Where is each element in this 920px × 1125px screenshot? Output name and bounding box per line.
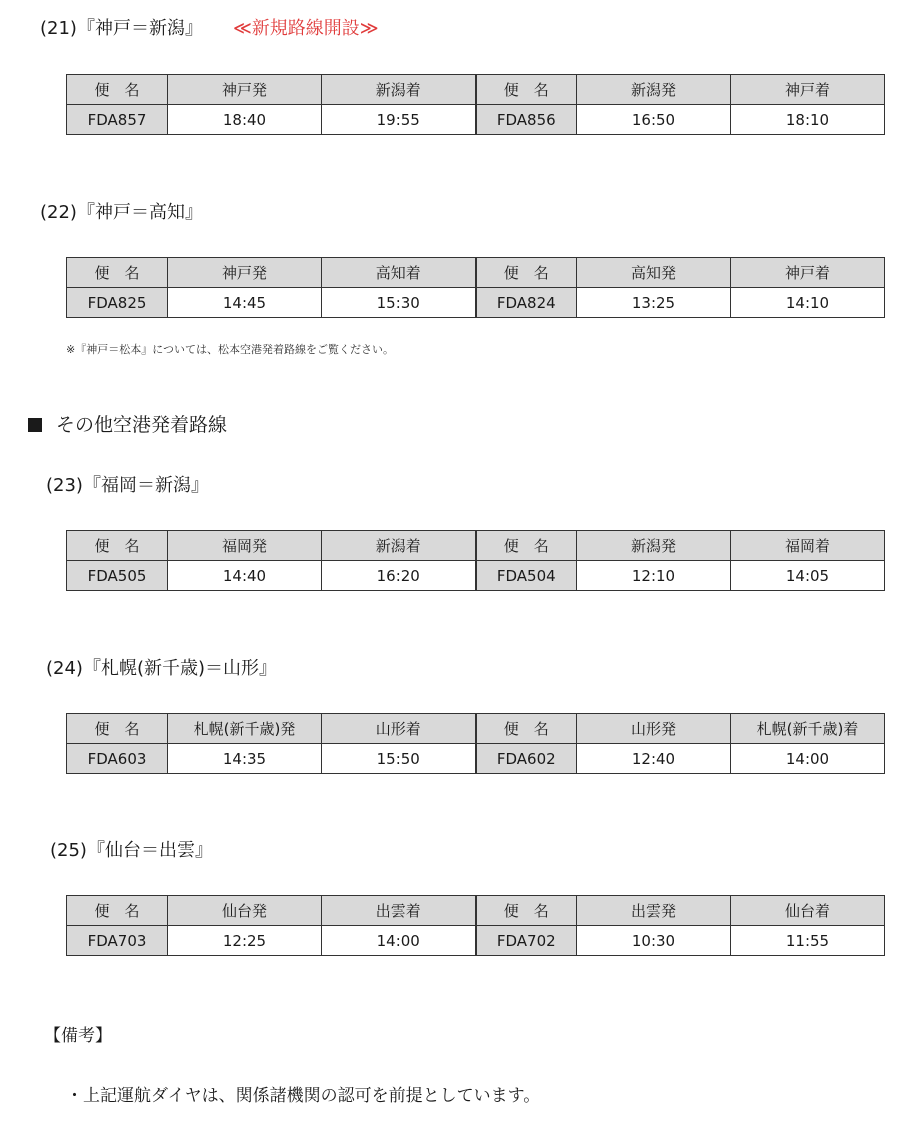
departure-time-return: 12:40 <box>577 744 731 774</box>
table-header-row <box>67 75 885 105</box>
arrival-time-return: 11:55 <box>731 926 885 956</box>
departure-time-return: 10:30 <box>577 926 731 956</box>
route-heading-21 <box>40 17 379 41</box>
table-header-row <box>67 896 885 926</box>
flight-number: FDA857 <box>67 105 168 135</box>
route-title: (24)『札幌(新千歳)＝山形』 <box>46 658 277 679</box>
departure-time: 14:35 <box>168 744 322 774</box>
route-heading-23 <box>46 474 209 498</box>
new-route-tag: ≪新規路線開設≫ <box>232 18 379 39</box>
table-row <box>67 105 885 135</box>
remarks-title: 【備考】 <box>44 1026 112 1046</box>
flight-number: FDA825 <box>67 288 168 318</box>
header-flight-label-return: 便 名 <box>476 896 577 926</box>
header-departure: 福岡発 <box>168 531 322 561</box>
table-row <box>67 561 885 591</box>
header-arrival-return: 神戸着 <box>731 75 885 105</box>
timetable-24 <box>66 713 885 774</box>
arrival-time-return: 18:10 <box>731 105 885 135</box>
flight-number-return: FDA504 <box>476 561 577 591</box>
route-heading-25 <box>50 839 213 863</box>
table-header-row <box>67 258 885 288</box>
departure-time-return: 13:25 <box>577 288 731 318</box>
flight-number: FDA603 <box>67 744 168 774</box>
departure-time-return: 12:10 <box>577 561 731 591</box>
departure-time: 14:45 <box>168 288 322 318</box>
departure-time: 18:40 <box>168 105 322 135</box>
arrival-time-return: 14:10 <box>731 288 885 318</box>
flight-number-return: FDA824 <box>476 288 577 318</box>
header-arrival: 出雲着 <box>322 896 476 926</box>
header-departure-return: 出雲発 <box>577 896 731 926</box>
header-departure-return: 新潟発 <box>577 75 731 105</box>
table-row <box>67 288 885 318</box>
header-departure: 仙台発 <box>168 896 322 926</box>
route-title: (21)『神戸＝新潟』 <box>40 18 203 39</box>
arrival-time: 15:30 <box>322 288 476 318</box>
header-flight-label-return: 便 名 <box>476 75 577 105</box>
timetable-23 <box>66 530 885 591</box>
header-flight-label-return: 便 名 <box>476 258 577 288</box>
header-departure: 神戸発 <box>168 258 322 288</box>
arrival-time: 15:50 <box>322 744 476 774</box>
arrival-time: 16:20 <box>322 561 476 591</box>
header-flight-label: 便 名 <box>67 714 168 744</box>
flight-number-return: FDA602 <box>476 744 577 774</box>
table-header-row <box>67 531 885 561</box>
departure-time-return: 16:50 <box>577 105 731 135</box>
timetable-22 <box>66 257 885 318</box>
route-heading-22 <box>40 201 203 225</box>
header-flight-label-return: 便 名 <box>476 714 577 744</box>
header-arrival-return: 神戸着 <box>731 258 885 288</box>
timetable-21 <box>66 74 885 135</box>
section-heading <box>28 412 227 438</box>
header-arrival-return: 福岡着 <box>731 531 885 561</box>
header-flight-label: 便 名 <box>67 75 168 105</box>
header-departure: 札幌(新千歳)発 <box>168 714 322 744</box>
header-arrival-return: 札幌(新千歳)着 <box>731 714 885 744</box>
departure-time: 12:25 <box>168 926 322 956</box>
black-square-icon <box>28 418 42 432</box>
flight-number: FDA505 <box>67 561 168 591</box>
header-departure-return: 高知発 <box>577 258 731 288</box>
matsumoto-note: ※『神戸＝松本』については、松本空港発着路線をご覧ください。 <box>66 343 394 356</box>
arrival-time-return: 14:05 <box>731 561 885 591</box>
table-header-row <box>67 714 885 744</box>
header-arrival: 新潟着 <box>322 75 476 105</box>
arrival-time: 19:55 <box>322 105 476 135</box>
flight-number: FDA703 <box>67 926 168 956</box>
header-arrival-return: 仙台着 <box>731 896 885 926</box>
departure-time: 14:40 <box>168 561 322 591</box>
header-arrival: 高知着 <box>322 258 476 288</box>
route-heading-24 <box>46 657 277 681</box>
section-title: その他空港発着路線 <box>56 414 228 436</box>
arrival-time: 14:00 <box>322 926 476 956</box>
timetable-25 <box>66 895 885 956</box>
header-departure: 神戸発 <box>168 75 322 105</box>
route-title: (25)『仙台＝出雲』 <box>50 840 213 861</box>
flight-number-return: FDA856 <box>476 105 577 135</box>
remarks-bullet: ・上記運航ダイヤは、関係諸機関の認可を前提としています。 <box>66 1086 541 1106</box>
header-flight-label-return: 便 名 <box>476 531 577 561</box>
route-title: (23)『福岡＝新潟』 <box>46 475 209 496</box>
header-flight-label: 便 名 <box>67 531 168 561</box>
header-departure-return: 山形発 <box>577 714 731 744</box>
table-row <box>67 926 885 956</box>
header-flight-label: 便 名 <box>67 258 168 288</box>
route-title: (22)『神戸＝高知』 <box>40 202 203 223</box>
arrival-time-return: 14:00 <box>731 744 885 774</box>
header-departure-return: 新潟発 <box>577 531 731 561</box>
header-flight-label: 便 名 <box>67 896 168 926</box>
header-arrival: 山形着 <box>322 714 476 744</box>
table-row <box>67 744 885 774</box>
header-arrival: 新潟着 <box>322 531 476 561</box>
flight-number-return: FDA702 <box>476 926 577 956</box>
